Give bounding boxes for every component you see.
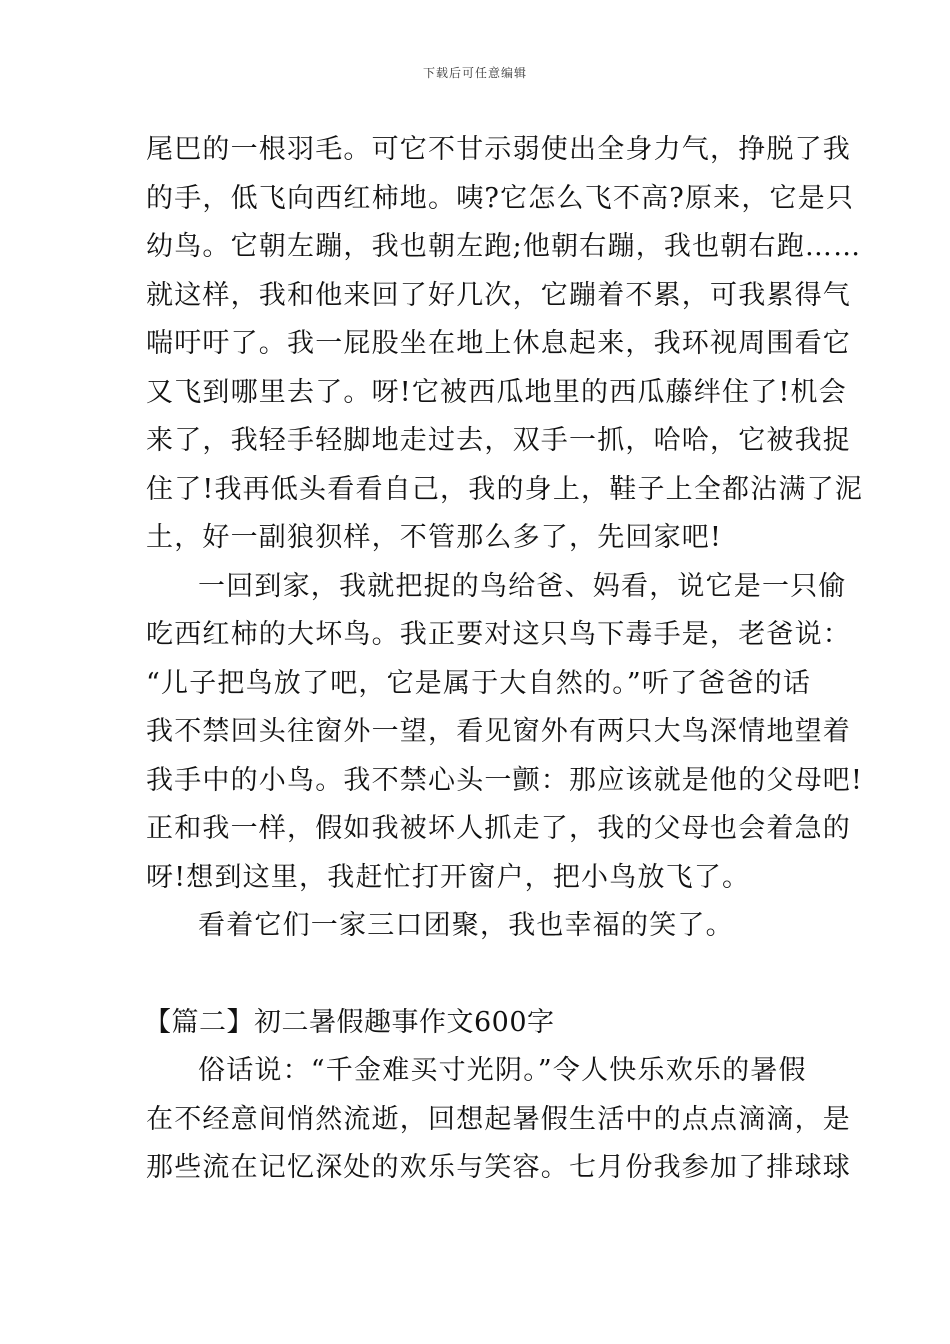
text-line: 来了，我轻手轻脚地走过去，双手一抓，哈哈，它被我捉 bbox=[146, 425, 851, 456]
text-line: 我不禁回头往窗外一望，看见窗外有两只大鸟深情地望着 bbox=[146, 716, 851, 747]
text-line: 那些流在记忆深处的欢乐与笑容。七月份我参加了排球球 bbox=[146, 1152, 851, 1183]
section-title: 【篇二】初二暑假趣事作文600字 bbox=[144, 1006, 555, 1038]
document-body bbox=[144, 126, 864, 1193]
text-line: 幼鸟。它朝左蹦，我也朝左跑;他朝右蹦，我也朝右跑…… bbox=[146, 231, 862, 262]
text-line: 土，好一副狼狈样，不管那么多了，先回家吧! bbox=[146, 522, 723, 553]
paragraph-1 bbox=[146, 126, 864, 563]
paragraph-3 bbox=[146, 902, 808, 951]
section-spacer bbox=[146, 951, 808, 999]
text-line: 的手，低飞向西红柿地。咦?它怎么飞不高?原来，它是只 bbox=[146, 182, 855, 214]
text-line: 俗话说：“千金难买寸光阴。”令人快乐欢乐的暑假 bbox=[198, 1055, 807, 1086]
text-line: 看着它们一家三口团聚，我也幸福的笑了。 bbox=[198, 910, 734, 941]
text-line: 一回到家，我就把捉的鸟给爸、妈看，说它是一只偷 bbox=[198, 570, 847, 602]
text-line: 我手中的小鸟。我不禁心头一颤：那应该就是他的父母吧! bbox=[146, 764, 864, 796]
text-line: 喘吁吁了。我一屁股坐在地上休息起来，我环视周围看它 bbox=[146, 328, 851, 359]
text-line: 呀!想到这里，我赶忙打开窗户，把小鸟放飞了。 bbox=[146, 861, 751, 893]
page-header: 下载后可任意编辑 bbox=[422, 66, 527, 80]
paragraph-2 bbox=[146, 563, 864, 903]
text-line: 又飞到哪里去了。呀!它被西瓜地里的西瓜藤绊住了!机会 bbox=[146, 376, 847, 408]
text-line: 在不经意间悄然流逝，回想起暑假生活中的点点滴滴，是 bbox=[146, 1103, 851, 1135]
text-line: 住了!我再低头看看自己，我的身上，鞋子上全都沾满了泥 bbox=[146, 473, 864, 505]
text-line: 就这样，我和他来回了好几次，它蹦着不累，可我累得气 bbox=[146, 279, 851, 311]
text-line: 尾巴的一根羽毛。可它不甘示弱使出全身力气，挣脱了我 bbox=[146, 134, 851, 165]
section-paragraph bbox=[146, 1047, 851, 1193]
text-line: 吃西红柿的大坏鸟。我正要对这只鸟下毒手是，老爸说： bbox=[146, 619, 851, 650]
text-line: 正和我一样，假如我被坏人抓走了，我的父母也会着急的 bbox=[146, 813, 851, 844]
text-line: “儿子把鸟放了吧，它是属于大自然的。”听了爸爸的话 bbox=[146, 667, 812, 699]
